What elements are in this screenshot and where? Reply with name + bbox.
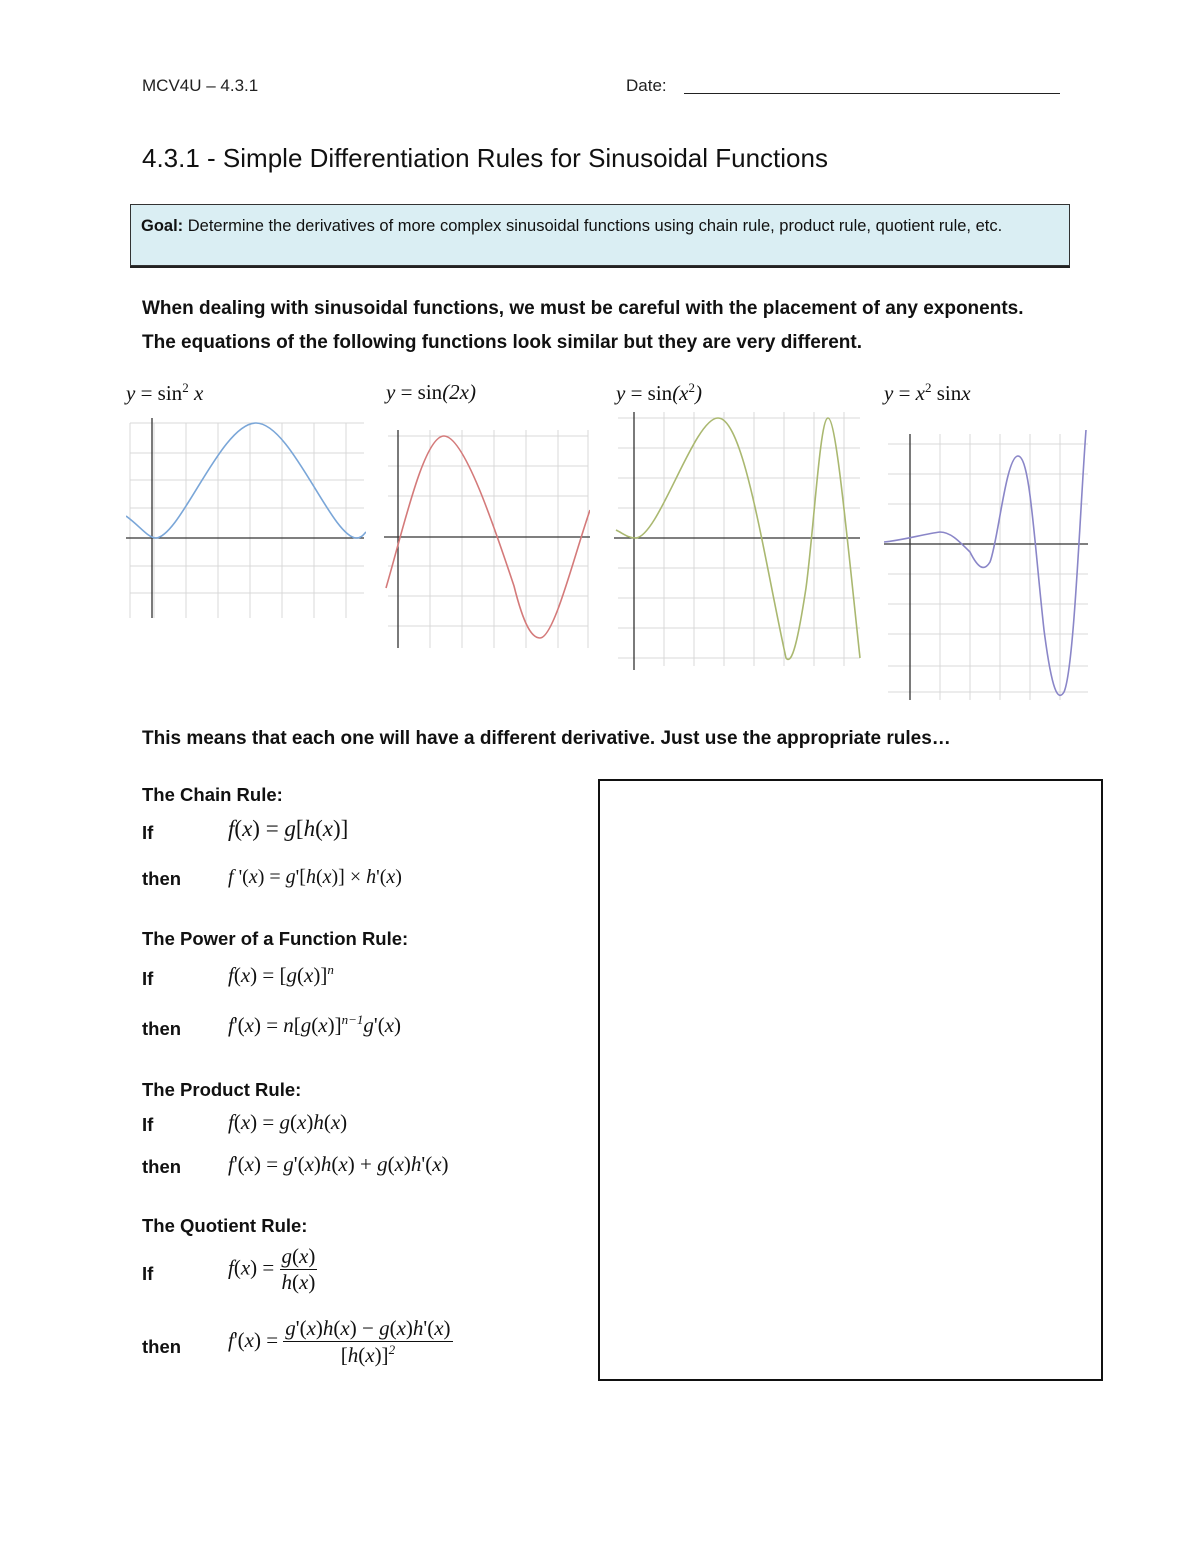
product-rule-then: then <box>142 1156 182 1177</box>
date-label: Date: <box>626 76 667 95</box>
quotient-rule-if: If <box>142 1263 154 1284</box>
goal-box <box>130 204 1070 266</box>
x-squared-sin-x-curve <box>884 430 1086 695</box>
product-rule-then-formula: f'(x) = g'(x)h(x) + g(x)h'(x) <box>228 1152 449 1176</box>
power-rule-then-formula: $f'(x) = n[g(x)]^{n-1}g'(x)$ <box>228 1012 402 1037</box>
graph-sin-x-squared <box>614 408 864 670</box>
sin-x-squared-curve <box>616 418 860 659</box>
graph-label-sin-x-squared: $y = \sin(x^2)$ <box>616 380 703 405</box>
graph-label-sin-2x: y = sin(2x) <box>386 380 476 404</box>
work-area-box[interactable] <box>598 779 1103 1381</box>
goal-label: Goal: <box>141 217 184 235</box>
quotient-rule-then: then <box>142 1336 182 1357</box>
plot-grid <box>130 423 364 618</box>
graph-label-sin-squared: $y = \sin^2 x$ <box>126 380 204 405</box>
chain-rule-then-formula: f '(x) = g'[h(x)] × h'(x) <box>228 866 402 888</box>
means-sentence: This means that each one will have a different derivative. Just use the appropriate rules… <box>142 728 951 749</box>
page-title: 4.3.1 - Simple Differentiation Rules for Sinusoidal Functions <box>142 143 828 173</box>
chain-rule-if-formula: f(x) = g[h(x)] <box>228 816 349 841</box>
graph-sin-squared <box>126 408 366 620</box>
goal-text <box>141 211 1059 242</box>
graph-sin-2x <box>384 426 590 650</box>
chain-rule-then: then <box>142 868 182 889</box>
product-rule-heading: The Product Rule: <box>142 1079 302 1100</box>
quotient-rule-then-formula: f'(x) = $\frac{g'(x)h(x) - g(x)h'(x)}{[h(x)]^2}$ <box>228 1316 451 1367</box>
graph-x-squared-sin-x <box>884 430 1090 702</box>
product-rule-if: If <box>142 1114 154 1135</box>
power-rule-heading: The Power of a Function Rule: <box>142 928 409 949</box>
goal-description: Determine the derivatives of more complex sinusoidal functions using chain rule, product rule, quotient rule, etc. <box>183 217 1003 235</box>
course-code: MCV4U – 4.3.1 <box>142 76 259 95</box>
power-rule-if-formula: $f(x) = [g(x)]^n$ <box>228 962 334 987</box>
graph-label-x-squared-sin-x: $y = x^2$ sinx <box>884 380 971 405</box>
chain-rule-if: If <box>142 822 154 843</box>
product-rule-if-formula: f(x) = g(x)h(x) <box>228 1110 348 1134</box>
quotient-rule-if-formula: f(x) = $\frac{g(x)}{h(x)}$ <box>228 1244 316 1294</box>
plot-grid <box>388 430 588 648</box>
plot-grid <box>888 434 1088 700</box>
chain-rule-heading: The Chain Rule: <box>142 784 283 805</box>
power-rule-then: then <box>142 1018 182 1039</box>
power-rule-if: If <box>142 968 154 989</box>
intro-paragraph: When dealing with sinusoidal functions, we must be careful with the placement of any exponents. The equations of the following functions look similar but they are very different. <box>142 298 1024 353</box>
quotient-rule-heading: The Quotient Rule: <box>142 1215 308 1236</box>
date-field-line[interactable] <box>684 93 1060 94</box>
